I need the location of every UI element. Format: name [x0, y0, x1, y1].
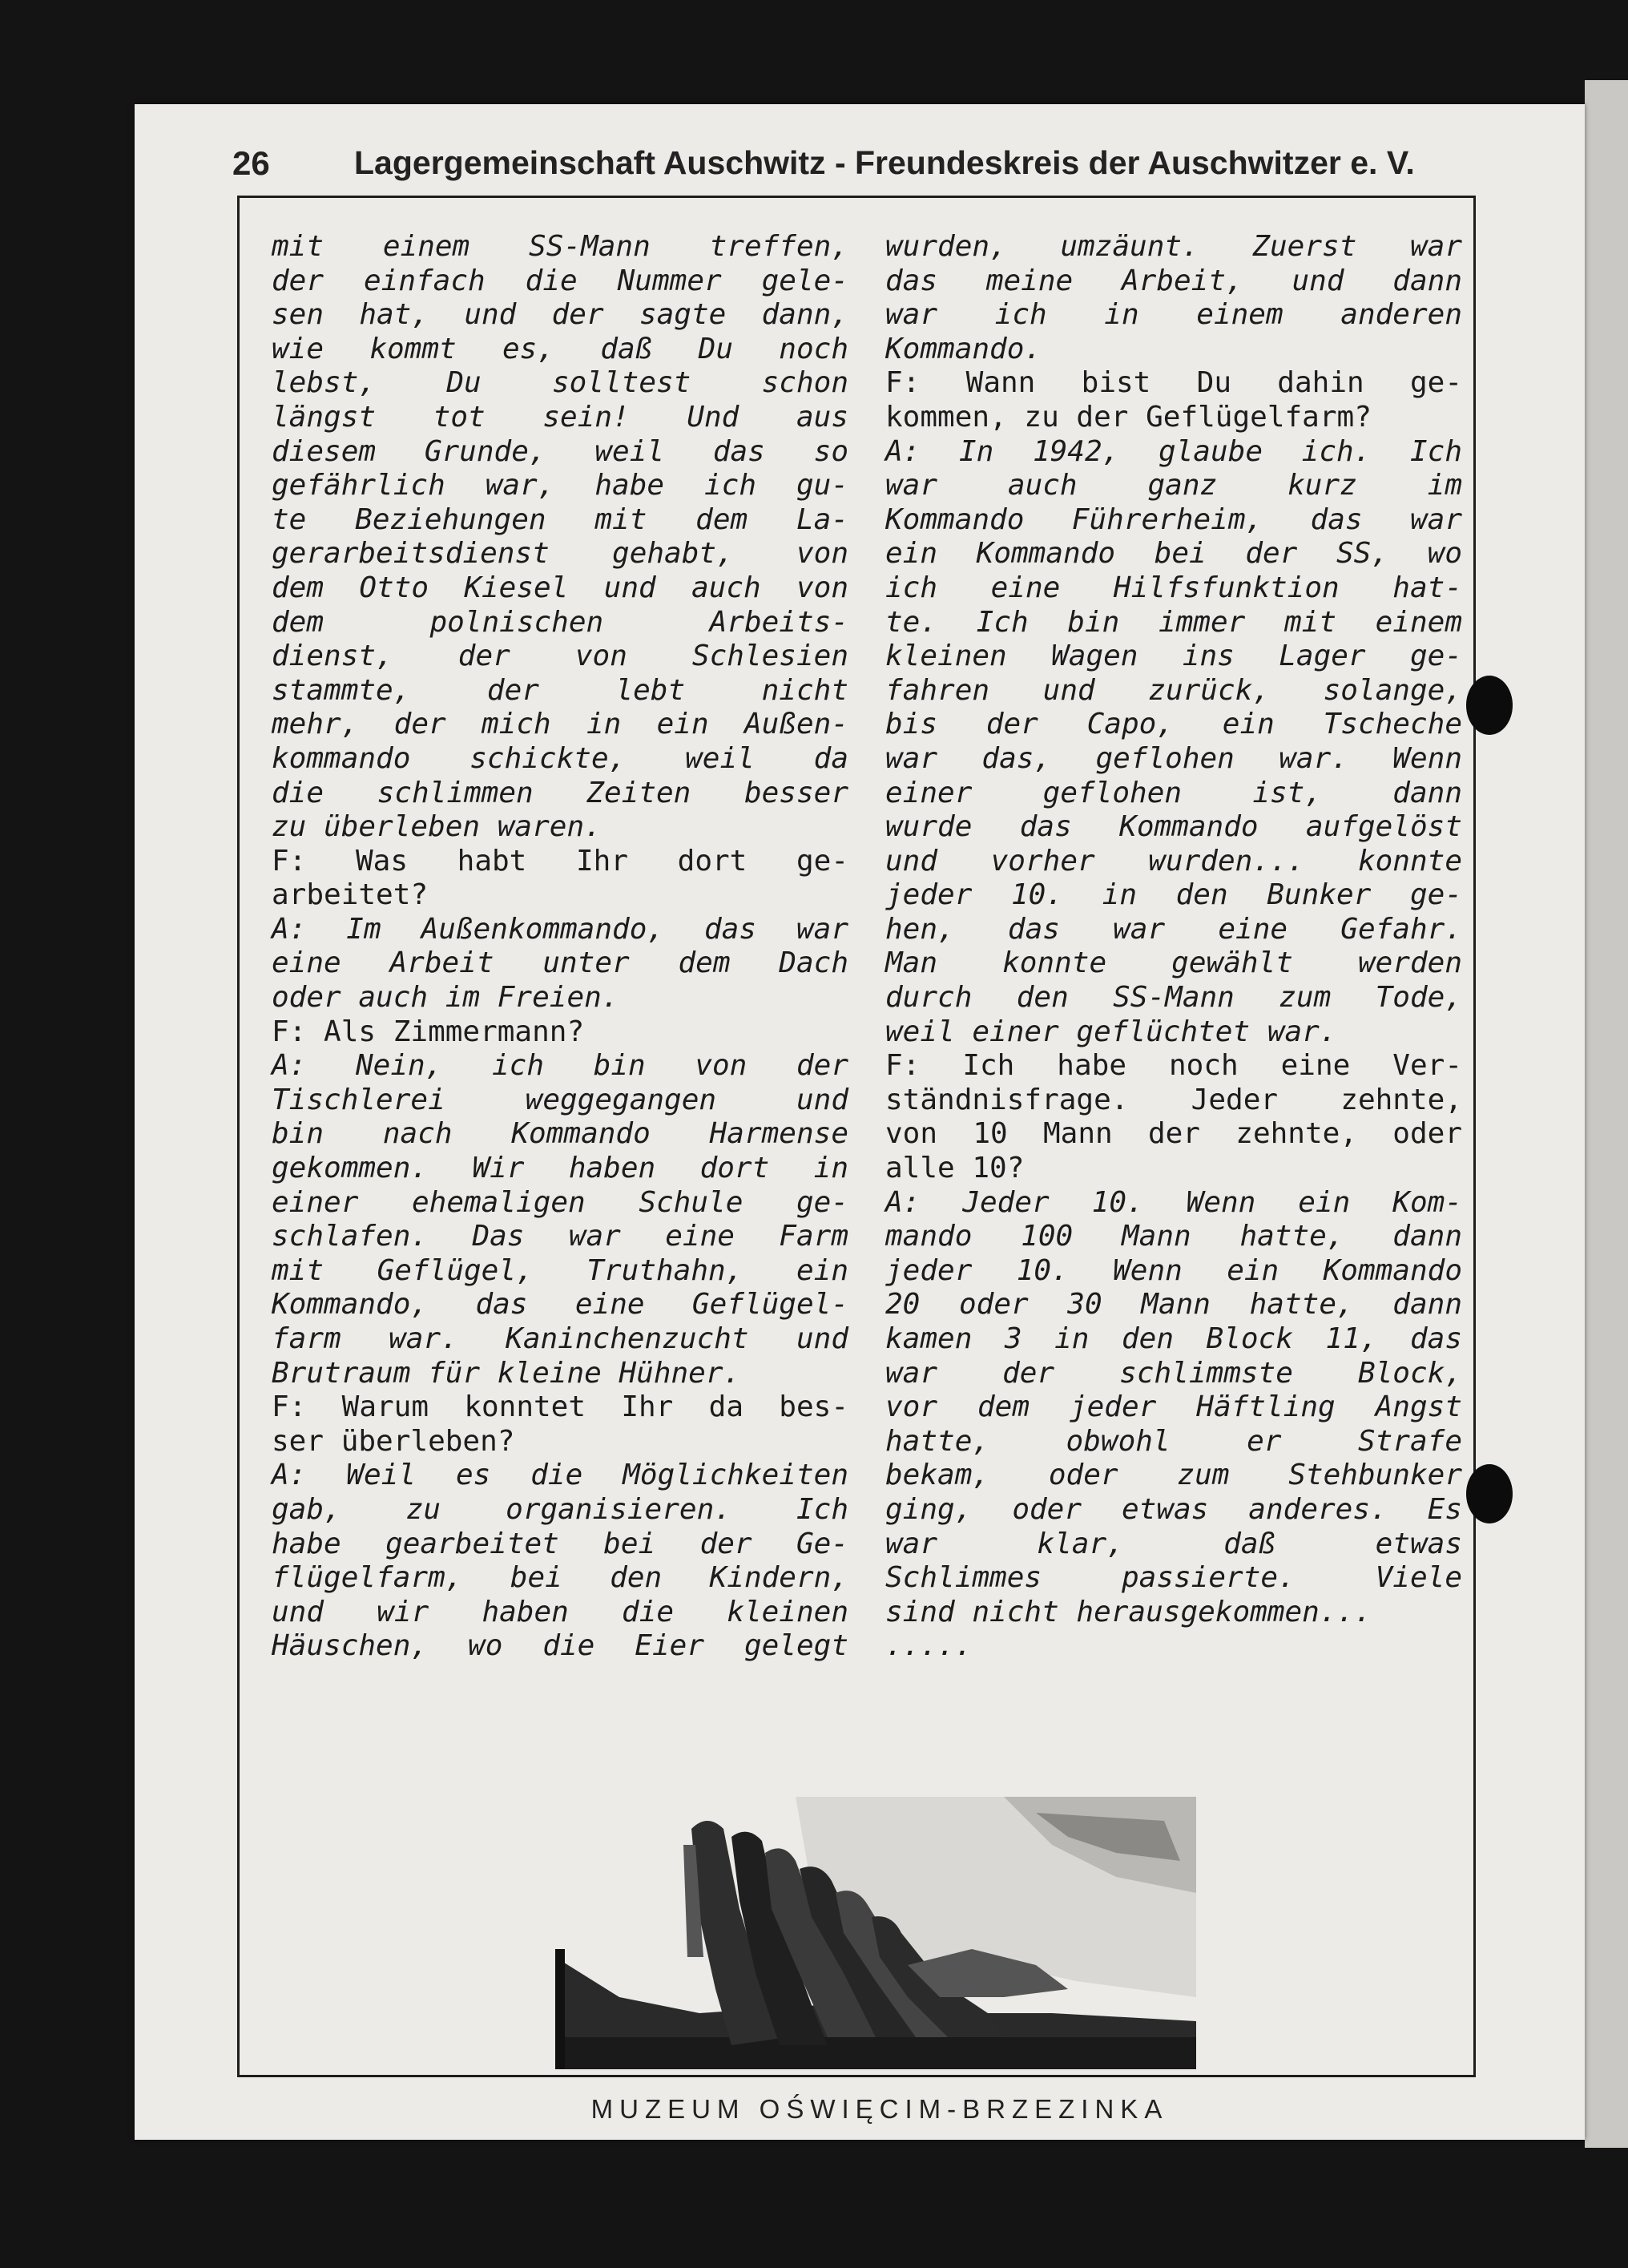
text-line: kleinen Wagen ins Lager ge- [885, 640, 1462, 673]
text-line: sen hat, und der sagte dann, [272, 298, 848, 332]
text-line: ein Kommando bei der SS, wo [885, 537, 1462, 571]
text-line: das meine Arbeit, und dann [885, 264, 1462, 297]
adjacent-page-edge [1585, 80, 1628, 2148]
text-line: arbeitet? [272, 878, 429, 912]
text-line: kommen, zu der Geflügelfarm? [885, 400, 1372, 434]
content-frame [237, 196, 1476, 2124]
text-line: lebst, Du solltest schon [272, 366, 848, 400]
text-line: farm war. Kaninchenzucht und [272, 1322, 848, 1355]
text-line: F: Wann bist Du dahin ge- [885, 366, 1462, 400]
text-line: wurden, umzäunt. Zuerst war [885, 230, 1462, 263]
text-line: fahren und zurück, solange, [885, 673, 1462, 707]
right-text-column [885, 230, 1462, 1664]
text-line: Kommando. [885, 332, 1042, 365]
text-line: wurde das Kommando aufgelöst [885, 810, 1462, 844]
text-line: A: Im Außenkommando, das war [272, 912, 848, 946]
text-line: war der schlimmste Block, [885, 1356, 1462, 1390]
text-line: und wir haben die kleinen [272, 1595, 848, 1628]
text-line: bis der Capo, ein Tscheche [885, 708, 1462, 741]
text-line: bin nach Kommando Harmense [272, 1117, 848, 1151]
text-line: jeder 10. in den Bunker ge- [885, 878, 1462, 912]
text-line: alle 10? [885, 1152, 1025, 1185]
punch-hole [1466, 676, 1513, 735]
left-text-column [272, 230, 848, 1664]
text-line: Schlimmes passierte. Viele [885, 1561, 1462, 1595]
text-line: war auch ganz kurz im [885, 469, 1462, 502]
text-line: war ich in einem anderen [885, 298, 1462, 332]
document-page [135, 104, 1585, 2140]
text-line: eine Arbeit unter dem Dach [272, 946, 848, 980]
text-line: te. Ich bin immer mit einem [885, 605, 1462, 639]
page-header-title: Lagergemeinschaft Auschwitz - Freundeskreis der Auschwitzer e. V. [354, 144, 1415, 181]
text-line: Häuschen, wo die Eier gelegt [272, 1629, 848, 1663]
text-line: schlafen. Das war eine Farm [272, 1220, 848, 1253]
text-line: einer ehemaligen Schule ge- [272, 1185, 848, 1219]
text-line: oder auch im Freien. [272, 981, 619, 1015]
text-line: war das, geflohen war. Wenn [885, 741, 1462, 775]
text-line: und vorher wurden... konnte [885, 844, 1462, 878]
text-line: A: Jeder 10. Wenn ein Kom- [885, 1185, 1462, 1219]
text-line: Kommando, das eine Geflügel- [272, 1288, 848, 1322]
page-number: 26 [232, 144, 270, 182]
text-line: durch den SS-Mann zum Tode, [885, 981, 1462, 1015]
text-line: habe gearbeitet bei der Ge- [272, 1527, 848, 1560]
text-line: Tischlerei weggegangen und [272, 1083, 848, 1116]
text-line: A: Nein, ich bin von der [272, 1049, 848, 1083]
text-line: wie kommt es, daß Du noch [272, 332, 848, 365]
memorial-sculpture-photo [555, 1797, 1196, 2069]
text-line: dem polnischen Arbeits- [272, 605, 848, 639]
text-line: ..... [885, 1629, 973, 1663]
text-line: Kommando Führerheim, das war [885, 502, 1462, 536]
text-line: weil einer geflüchtet war. [885, 1015, 1337, 1048]
text-line: dienst, der von Schlesien [272, 640, 848, 673]
text-line: bekam, oder zum Stehbunker [885, 1459, 1462, 1492]
text-line: Man konnte gewählt werden [885, 946, 1462, 980]
text-line: F: Als Zimmermann? [272, 1015, 585, 1048]
text-line: ich eine Hilfsfunktion hat- [885, 571, 1462, 604]
text-line: jeder 10. Wenn ein Kommando [885, 1253, 1462, 1287]
text-line: F: Warum konntet Ihr da bes- [272, 1390, 848, 1424]
text-line: 20 oder 30 Mann hatte, dann [885, 1288, 1462, 1322]
text-line: mehr, der mich in ein Außen- [272, 708, 848, 741]
text-line: stammte, der lebt nicht [272, 673, 848, 707]
text-line: zu überleben waren. [272, 810, 602, 844]
text-line: F: Ich habe noch eine Ver- [885, 1049, 1462, 1083]
text-line: hatte, obwohl er Strafe [885, 1424, 1462, 1458]
text-line: vor dem jeder Häftling Angst [885, 1390, 1462, 1424]
text-line: ging, oder etwas anderes. Es [885, 1492, 1462, 1526]
text-line: von 10 Mann der zehnte, oder [885, 1117, 1462, 1151]
text-line: der einfach die Nummer gele- [272, 264, 848, 297]
text-line: mit einem SS-Mann treffen, [272, 230, 848, 263]
text-line: Brutraum für kleine Hühner. [272, 1356, 741, 1390]
text-line: mando 100 Mann hatte, dann [885, 1220, 1462, 1253]
text-line: kommando schickte, weil da [272, 741, 848, 775]
text-line: sind nicht herausgekommen... [885, 1595, 1372, 1628]
photo-caption: MUZEUM OŚWIĘCIM-BRZEZINKA [590, 2094, 1169, 2124]
text-line: mit Geflügel, Truthahn, ein [272, 1253, 848, 1287]
text-line: F: Was habt Ihr dort ge- [272, 844, 848, 878]
text-line: gerarbeitsdienst gehabt, von [272, 537, 848, 571]
text-line: die schlimmen Zeiten besser [272, 776, 848, 809]
punch-hole [1466, 1464, 1513, 1523]
text-line: dem Otto Kiesel und auch von [272, 571, 848, 604]
text-line: A: Weil es die Möglichkeiten [272, 1459, 848, 1492]
text-line: einer geflohen ist, dann [885, 776, 1462, 809]
text-line: gefährlich war, habe ich gu- [272, 469, 848, 502]
text-line: kamen 3 in den Block 11, das [885, 1322, 1462, 1355]
text-line: war klar, daß etwas [885, 1527, 1462, 1560]
text-line: längst tot sein! Und aus [272, 400, 848, 434]
text-line: ständnisfrage. Jeder zehnte, [885, 1083, 1462, 1116]
text-line: gekommen. Wir haben dort in [272, 1152, 848, 1185]
text-line: ser überleben? [272, 1424, 515, 1458]
text-line: flügelfarm, bei den Kindern, [272, 1561, 848, 1595]
text-line: hen, das war eine Gefahr. [885, 912, 1462, 946]
text-line: gab, zu organisieren. Ich [272, 1492, 848, 1526]
text-line: diesem Grunde, weil das so [272, 434, 848, 468]
text-line: te Beziehungen mit dem La- [272, 502, 848, 536]
text-line: A: In 1942, glaube ich. Ich [885, 434, 1462, 468]
